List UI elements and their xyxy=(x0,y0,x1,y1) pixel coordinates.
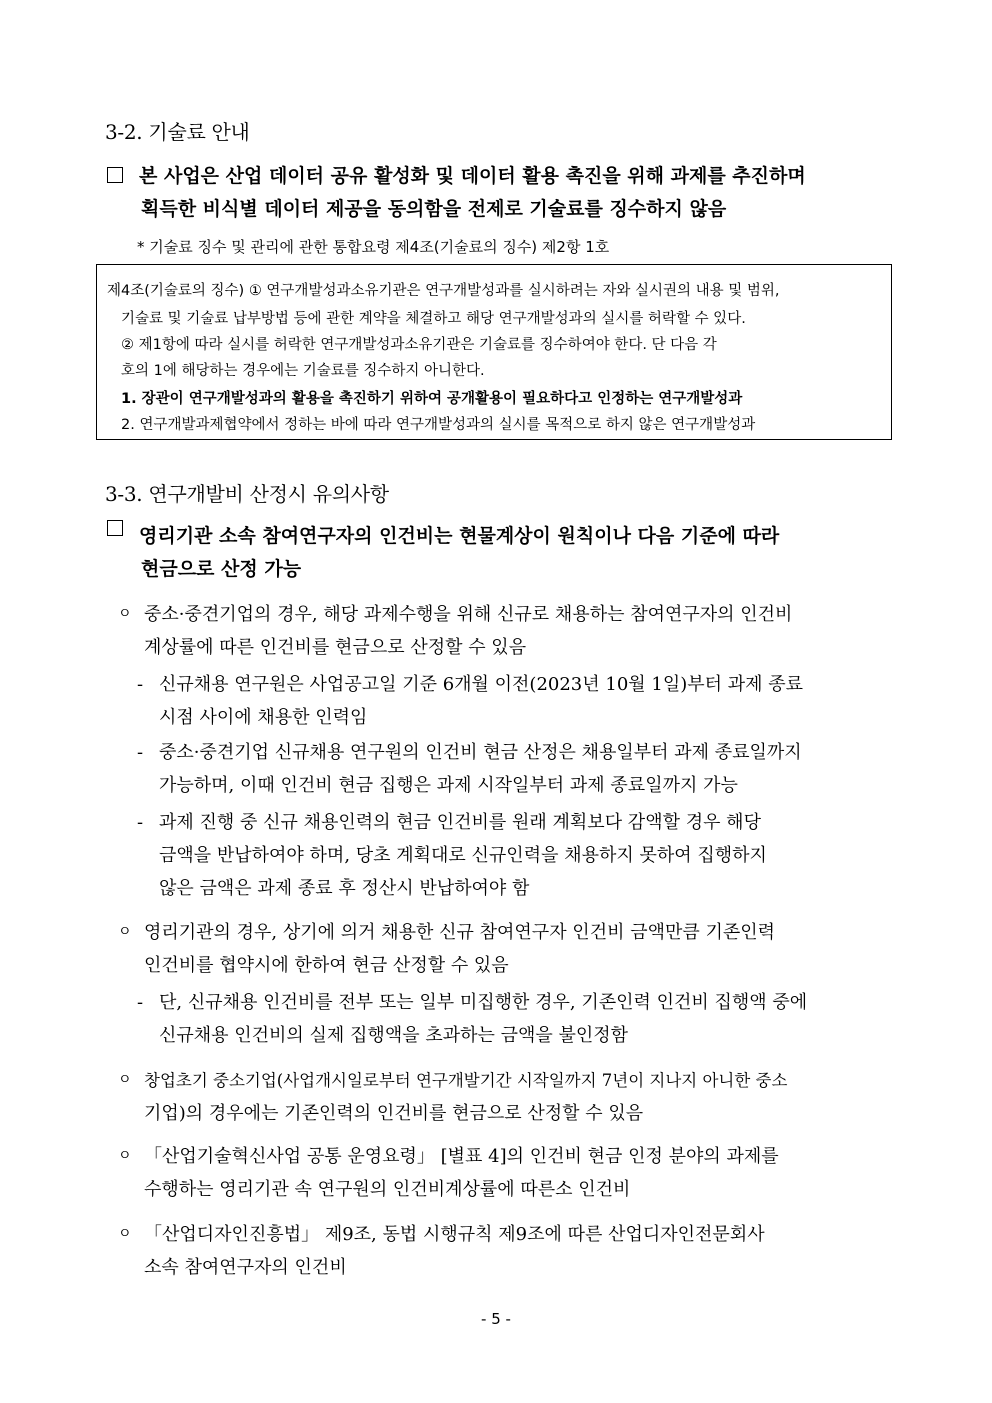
main-item-line-2: 획득한 비식별 데이터 제공을 동의함을 전제로 기술료를 징수하지 않음 xyxy=(141,198,727,220)
section-title-3-3: 3-3. 연구개발비 산정시 유의사항 xyxy=(105,482,389,506)
law-excerpt-box xyxy=(96,264,892,440)
law-line-6: 2. 연구개발과제협약에서 정하는 바에 따라 연구개발성과의 실시를 목적으로 하지 않은 연구개발성과 xyxy=(121,417,756,433)
list-item: ㅇ 「산업기술혁신사업 공통 운영요령」 [별표 4]의 인건비 현금 인정 분야의 과제를 수행하는 영리기관 속 연구원의 인건비계상률에 따른소 인건비 xyxy=(118,1140,900,1206)
list-subitem: - 중소·중견기업 신규채용 연구원의 인건비 현금 산정은 채용일부터 과제 종료일까지 가능하며, 이때 인건비 현금 집행은 과제 시작일부터 과제 종료일까지 가능 xyxy=(137,736,900,802)
main-item-line-2: 현금으로 산정 가능 xyxy=(141,558,302,580)
dash-bullet-icon: - xyxy=(137,992,144,1013)
list-subitem: - 신규채용 연구원은 사업공고일 기준 6개월 이전(2023년 10월 1일)부터 과제 종료 시점 사이에 채용한 인력임 xyxy=(137,668,900,734)
dash-bullet-icon: - xyxy=(137,742,144,763)
page-number: - 5 - xyxy=(481,1310,511,1328)
reference-note: * 기술료 징수 및 관리에 관한 통합요령 제4조(기술료의 징수) 제2항 1호 xyxy=(137,238,610,256)
technology-fee-main-item xyxy=(105,160,900,226)
law-line-3: ② 제1항에 따라 실시를 허락한 연구개발성과소유기관은 기술료를 징수하여야 한다. 단 다음 각 xyxy=(121,337,717,353)
list-item: ㅇ 중소·중견기업의 경우, 해당 과제수행을 위해 신규로 채용하는 참여연구자의 인건비 계상률에 따른 인건비를 현금으로 산정할 수 있음 xyxy=(118,598,900,664)
law-line-1: 제4조(기술료의 징수) ① 연구개발성과소유기관은 연구개발성과를 실시하려는 자와 실시권의 내용 및 범위, xyxy=(107,283,780,299)
list-item: ㅇ 창업초기 중소기업(사업개시일로부터 연구개발기간 시작일까지 7년이 지나지 아니한 중소 기업)의 경우에는 기존인력의 인건비를 현금으로 산정할 수 있음 xyxy=(118,1064,900,1130)
main-item-line-1: 본 사업은 산업 데이터 공유 활성화 및 데이터 활용 촉진을 위해 과제를 추진하며 xyxy=(105,160,900,193)
main-item-line-1: 영리기관 소속 참여연구자의 인건비는 현물계상이 원칙이나 다음 기준에 따라 xyxy=(105,520,900,553)
circle-bullet-icon: ㅇ xyxy=(118,1148,132,1164)
checkbox-square-icon xyxy=(107,520,123,536)
rnd-cost-main-item xyxy=(105,520,900,586)
circle-bullet-icon: ㅇ xyxy=(118,924,132,940)
list-subitem: - 단, 신규채용 인건비를 전부 또는 일부 미집행한 경우, 기존인력 인건비 집행액 중에 신규채용 인건비의 실제 집행액을 초과하는 금액을 불인정함 xyxy=(137,986,900,1052)
law-line-4: 호의 1에 해당하는 경우에는 기술료를 징수하지 아니한다. xyxy=(121,363,485,379)
circle-bullet-icon: ㅇ xyxy=(118,606,132,622)
law-line-2: 기술료 및 기술료 납부방법 등에 관한 계약을 체결하고 해당 연구개발성과의 실시를 허락할 수 있다. xyxy=(121,311,746,327)
list-subitem: - 과제 진행 중 신규 채용인력의 현금 인건비를 원래 계획보다 감액할 경우 해당 금액을 반납하여야 하며, 당초 계획대로 신규인력을 채용하지 못하여 집행하지 않은 금액은 과제 종료 후 정산시 반납하여야 함 xyxy=(137,806,900,905)
checkbox-square-icon xyxy=(107,167,123,183)
list-item: ㅇ 「산업디자인진흥법」 제9조, 동법 시행규칙 제9조에 따른 산업디자인전문회사 소속 참여연구자의 인건비 xyxy=(118,1218,900,1284)
list-item: ㅇ 영리기관의 경우, 상기에 의거 채용한 신규 참여연구자 인건비 금액만큼 기존인력 인건비를 협약시에 한하여 현금 산정할 수 있음 xyxy=(118,916,900,982)
law-line-5: 1. 장관이 연구개발성과의 활용을 촉진하기 위하여 공개활용이 필요하다고 인정하는 연구개발성과 xyxy=(121,391,743,407)
dash-bullet-icon: - xyxy=(137,674,144,695)
dash-bullet-icon: - xyxy=(137,812,144,833)
circle-bullet-icon: ㅇ xyxy=(118,1072,132,1088)
section-title-3-2: 3-2. 기술료 안내 xyxy=(105,120,250,144)
circle-bullet-icon: ㅇ xyxy=(118,1226,132,1242)
